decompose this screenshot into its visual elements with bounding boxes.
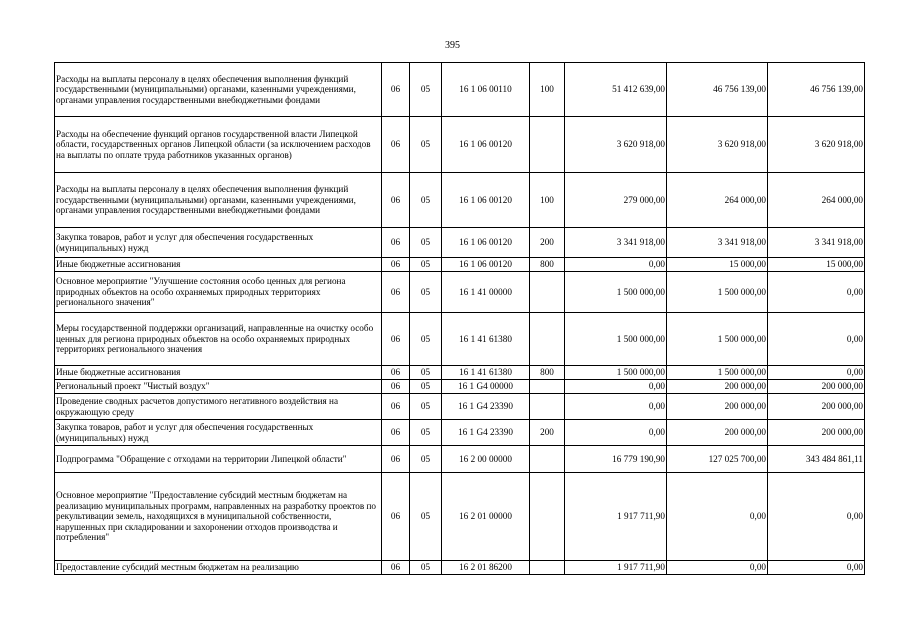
row-sum1-cell: 0,00: [565, 380, 667, 394]
row-subsection-cell: 05: [410, 473, 442, 561]
row-vr-cell: [530, 380, 565, 394]
row-target-cell: 16 1 G4 00000: [442, 380, 530, 394]
row-sum1-cell: 16 779 190,90: [565, 446, 667, 473]
row-section-cell: 06: [382, 446, 410, 473]
row-section-cell: 06: [382, 561, 410, 575]
row-sum1-cell: 0,00: [565, 258, 667, 272]
table-body: [55, 63, 865, 575]
row-subsection-cell: 05: [410, 394, 442, 420]
row-sum3-cell: 3 341 918,00: [768, 228, 865, 258]
row-section-cell: 06: [382, 380, 410, 394]
budget-table: [54, 62, 865, 575]
row-sum2-cell: 0,00: [667, 561, 768, 575]
row-subsection-cell: 05: [410, 420, 442, 446]
row-subsection-cell: 05: [410, 117, 442, 173]
row-vr-cell: 800: [530, 258, 565, 272]
row-name-cell: Расходы на обеспечение функций органов государственной власти Липецкой области, государственных органов Липецкой области (за исключением расходов на выплаты по оплате труда работников указанных органов): [55, 117, 382, 173]
table-row: [55, 420, 865, 446]
table-row: [55, 561, 865, 575]
table-row: [55, 258, 865, 272]
row-vr-cell: [530, 272, 565, 313]
row-name-cell: Проведение сводных расчетов допустимого негативного воздействия на окружающую среду: [55, 394, 382, 420]
row-sum3-cell: 0,00: [768, 272, 865, 313]
row-subsection-cell: 05: [410, 446, 442, 473]
row-subsection-cell: 05: [410, 272, 442, 313]
row-section-cell: 06: [382, 63, 410, 117]
row-section-cell: 06: [382, 117, 410, 173]
row-subsection-cell: 05: [410, 561, 442, 575]
table-row: [55, 117, 865, 173]
row-sum3-cell: 264 000,00: [768, 173, 865, 228]
row-sum3-cell: 0,00: [768, 313, 865, 366]
row-target-cell: 16 1 06 00110: [442, 63, 530, 117]
row-sum2-cell: 1 500 000,00: [667, 313, 768, 366]
row-target-cell: 16 1 06 00120: [442, 228, 530, 258]
table-row: [55, 366, 865, 380]
row-name-cell: Иные бюджетные ассигнования: [55, 258, 382, 272]
row-section-cell: 06: [382, 366, 410, 380]
row-target-cell: 16 1 06 00120: [442, 117, 530, 173]
row-sum2-cell: 15 000,00: [667, 258, 768, 272]
page-number: 395: [445, 40, 460, 51]
row-sum2-cell: 200 000,00: [667, 420, 768, 446]
row-section-cell: 06: [382, 258, 410, 272]
row-sum2-cell: 264 000,00: [667, 173, 768, 228]
row-sum1-cell: 0,00: [565, 420, 667, 446]
row-sum1-cell: 1 500 000,00: [565, 313, 667, 366]
row-section-cell: 06: [382, 473, 410, 561]
row-target-cell: 16 1 41 61380: [442, 366, 530, 380]
row-sum2-cell: 1 500 000,00: [667, 366, 768, 380]
row-name-cell: Закупка товаров, работ и услуг для обеспечения государственных (муниципальных) нужд: [55, 228, 382, 258]
row-name-cell: Основное мероприятие "Предоставление субсидий местным бюджетам на реализацию муниципальных программ, направленных на разработку проектов по рекультивации земель, находящихся в муниципальной собственности, нарушенных при складировании и захоронении отходов производства и потребления": [55, 473, 382, 561]
row-section-cell: 06: [382, 420, 410, 446]
row-sum3-cell: 0,00: [768, 561, 865, 575]
row-vr-cell: [530, 561, 565, 575]
row-name-cell: Региональный проект "Чистый воздух": [55, 380, 382, 394]
row-target-cell: 16 1 41 00000: [442, 272, 530, 313]
row-sum3-cell: 46 756 139,00: [768, 63, 865, 117]
row-name-cell: Меры государственной поддержки организаций, направленные на очистку особо ценных для региона природных объектов на особо охраняемых природных территориях регионального значения: [55, 313, 382, 366]
row-sum1-cell: 0,00: [565, 394, 667, 420]
row-sum2-cell: 3 620 918,00: [667, 117, 768, 173]
row-vr-cell: [530, 117, 565, 173]
row-vr-cell: [530, 313, 565, 366]
row-sum1-cell: 1 500 000,00: [565, 272, 667, 313]
row-subsection-cell: 05: [410, 366, 442, 380]
row-vr-cell: 100: [530, 63, 565, 117]
row-name-cell: Расходы на выплаты персоналу в целях обеспечения выполнения функций государственными (муниципальными) органами, казенными учреждениями, органами управления государственными внебюджетными фондами: [55, 63, 382, 117]
table-row: [55, 272, 865, 313]
row-sum3-cell: 200 000,00: [768, 420, 865, 446]
row-sum2-cell: 46 756 139,00: [667, 63, 768, 117]
row-target-cell: 16 2 01 86200: [442, 561, 530, 575]
row-target-cell: 16 2 00 00000: [442, 446, 530, 473]
row-target-cell: 16 1 06 00120: [442, 173, 530, 228]
row-name-cell: Подпрограмма "Обращение с отходами на территории Липецкой области": [55, 446, 382, 473]
row-target-cell: 16 1 G4 23390: [442, 394, 530, 420]
row-target-cell: 16 1 06 00120: [442, 258, 530, 272]
row-sum1-cell: 3 341 918,00: [565, 228, 667, 258]
row-sum3-cell: 15 000,00: [768, 258, 865, 272]
row-name-cell: Иные бюджетные ассигнования: [55, 366, 382, 380]
row-subsection-cell: 05: [410, 380, 442, 394]
row-sum3-cell: 200 000,00: [768, 380, 865, 394]
row-sum1-cell: 279 000,00: [565, 173, 667, 228]
row-sum2-cell: 3 341 918,00: [667, 228, 768, 258]
row-sum2-cell: 200 000,00: [667, 380, 768, 394]
row-name-cell: Расходы на выплаты персоналу в целях обеспечения выполнения функций государственными (муниципальными) органами, казенными учреждениями, органами управления государственными внебюджетными фондами: [55, 173, 382, 228]
row-subsection-cell: 05: [410, 228, 442, 258]
row-subsection-cell: 05: [410, 258, 442, 272]
table-row: [55, 473, 865, 561]
table-row: [55, 380, 865, 394]
row-sum3-cell: 200 000,00: [768, 394, 865, 420]
row-vr-cell: [530, 446, 565, 473]
row-sum1-cell: 1 917 711,90: [565, 561, 667, 575]
table-row: [55, 313, 865, 366]
table-row: [55, 173, 865, 228]
row-sum1-cell: 1 500 000,00: [565, 366, 667, 380]
row-section-cell: 06: [382, 394, 410, 420]
row-sum1-cell: 51 412 639,00: [565, 63, 667, 117]
table-row: [55, 228, 865, 258]
row-sum2-cell: 200 000,00: [667, 394, 768, 420]
table-row: [55, 394, 865, 420]
row-section-cell: 06: [382, 173, 410, 228]
row-vr-cell: 800: [530, 366, 565, 380]
row-vr-cell: 200: [530, 228, 565, 258]
row-subsection-cell: 05: [410, 63, 442, 117]
row-name-cell: Предоставление субсидий местным бюджетам на реализацию: [55, 561, 382, 575]
row-sum2-cell: 1 500 000,00: [667, 272, 768, 313]
row-subsection-cell: 05: [410, 313, 442, 366]
row-subsection-cell: 05: [410, 173, 442, 228]
row-sum3-cell: 0,00: [768, 473, 865, 561]
row-section-cell: 06: [382, 272, 410, 313]
row-vr-cell: 100: [530, 173, 565, 228]
row-sum3-cell: 343 484 861,11: [768, 446, 865, 473]
table-row: [55, 446, 865, 473]
row-target-cell: 16 2 01 00000: [442, 473, 530, 561]
row-section-cell: 06: [382, 228, 410, 258]
row-target-cell: 16 1 41 61380: [442, 313, 530, 366]
row-target-cell: 16 1 G4 23390: [442, 420, 530, 446]
row-sum3-cell: 0,00: [768, 366, 865, 380]
table-row: [55, 63, 865, 117]
row-section-cell: 06: [382, 313, 410, 366]
row-sum2-cell: 127 025 700,00: [667, 446, 768, 473]
row-vr-cell: [530, 473, 565, 561]
row-sum1-cell: 3 620 918,00: [565, 117, 667, 173]
row-vr-cell: 200: [530, 420, 565, 446]
row-name-cell: Основное мероприятие "Улучшение состояния особо ценных для региона природных объектов на особо охраняемых природных территориях регионального значения": [55, 272, 382, 313]
row-sum1-cell: 1 917 711,90: [565, 473, 667, 561]
row-name-cell: Закупка товаров, работ и услуг для обеспечения государственных (муниципальных) нужд: [55, 420, 382, 446]
row-sum2-cell: 0,00: [667, 473, 768, 561]
row-sum3-cell: 3 620 918,00: [768, 117, 865, 173]
row-vr-cell: [530, 394, 565, 420]
